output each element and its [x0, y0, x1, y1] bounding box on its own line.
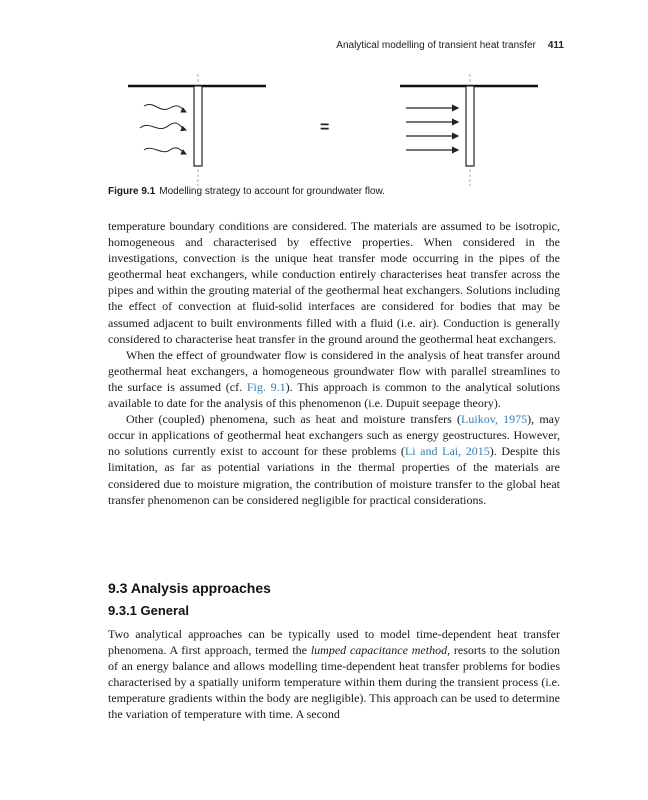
page-number: 411	[547, 40, 564, 51]
paragraph-3: Other (coupled) phenomena, such as heat and moisture transfers (Luikov, 1975), may occur in applications of geothermal heat exchangers such as energy geostructures. However, no solutions currently exist to account for these problems (Li and Lai, 2015). Despite this limitation, as far as potential variations in the thermal properties of the materials are considered due to moisture migration, the contribution of moisture transfer to the global heat transfer phenomenon can be considered negligible for practical considerations.	[108, 412, 560, 507]
wavy-flow-arrow	[144, 148, 186, 154]
running-header	[336, 40, 564, 51]
left-diagram	[128, 74, 266, 186]
caption-text: Modelling strategy to account for groundwater flow.	[159, 186, 385, 197]
figure-link[interactable]: Fig. 9.1	[246, 379, 286, 394]
equals-sign: =	[320, 119, 330, 136]
emphasis-term: lumped capacitance method	[310, 643, 448, 658]
section-heading: 9.3 Analysis approaches	[108, 580, 271, 596]
citation-link-li-lai[interactable]: Li and Lai, 2015	[404, 444, 490, 459]
paragraph-1: temperature boundary conditions are considered. The materials are assumed to be isotropic, homogeneous and characterised by effective properties. When considered in the investigations, convection is the unique heat transfer mode occurring in the pipes of the geothermal heat exchangers, while conduction entirely characterises heat transfer across the pipes and within the grouting material of the geothermal heat exchangers. Solutions including the effect of convection at fluid-solid interfaces are considered for bodies that may be assumed adjacent to built environments filled with a fluid (i.e. air). Conduction is generally considered to characterise heat transfer in the ground around the geothermal heat exchangers.	[108, 219, 560, 346]
groundwater-flow-diagram	[108, 70, 568, 190]
wavy-flow-arrow	[140, 123, 186, 130]
paragraph-2: When the effect of groundwater flow is considered in the analysis of heat transfer around geothermal heat exchangers, a homogeneous groundwater flow with parallel streamlines to the surface is assumed (cf. Fig. 9.1). This approach is common to the analytical solutions available to date for the analysis of this phenomenon (i.e. Dupuit seepage theory).	[108, 347, 561, 411]
heat-exchanger-left	[194, 86, 202, 166]
citation-link-luikov[interactable]: Luikov, 1975	[461, 412, 528, 427]
subsection-heading: 9.3.1 General	[108, 603, 189, 618]
wavy-flow-arrow	[144, 104, 186, 112]
right-diagram	[400, 74, 538, 186]
heat-exchanger-right	[466, 86, 474, 166]
figure-label: Figure 9.1	[108, 186, 156, 197]
section-body-text	[108, 626, 560, 723]
running-title: Analytical modelling of transient heat transfer	[336, 40, 536, 51]
body-text	[108, 218, 560, 508]
figure-9-1	[108, 70, 568, 190]
figure-caption	[108, 186, 568, 197]
paragraph-4: Two analytical approaches can be typically used to model time-dependent heat transfer phenomena. A first approach, termed the lumped capacitance method, resorts to the solution of an energy balance and allows modelling time-dependent heat transfer problems for bodies characterised by a spatially uniform temperature within them during the transient process (i.e. temperature gradients within the body are negligible). This approach can be used to determine the variation of temperature with time. A second	[108, 627, 561, 722]
